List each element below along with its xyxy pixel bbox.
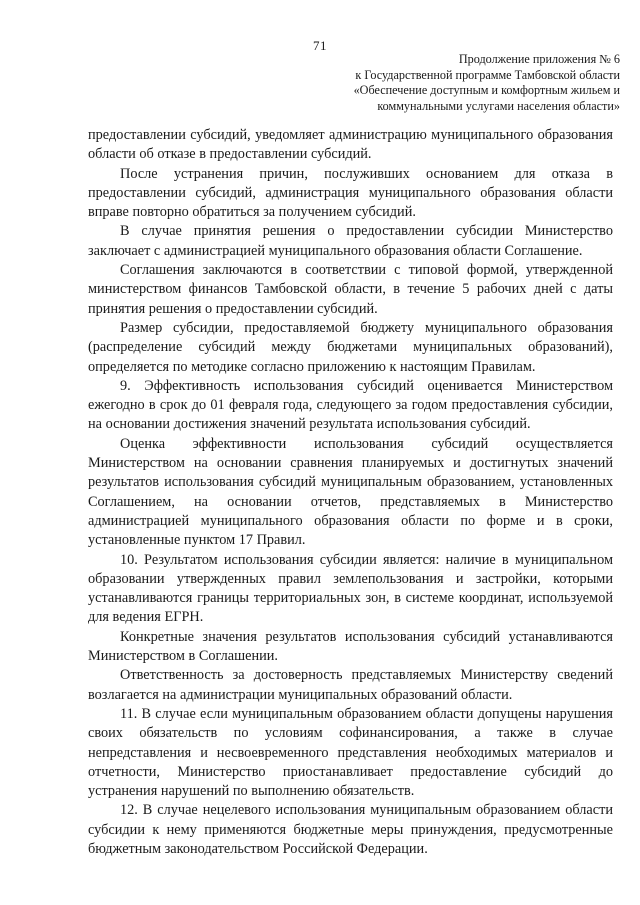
paragraph-repeat-application: После устранения причин, послуживших основанием для отказа в предоставлении субсидий, администрация муниципального образования области вправе повторно обратиться за получением субсидий. xyxy=(88,165,613,221)
appendix-header-line-2: к Государственной программе Тамбовской области xyxy=(355,67,620,82)
paragraph-agreement-decision: В случае принятия решения о предоставлении субсидии Министерство заключает с администрацией муниципального образования области Соглашение. xyxy=(88,223,613,259)
paragraph-item-11: 11. В случае если муниципальным образованием области допущены нарушения своих обязательств по условиям софинансирования, а также в случае непредставления и несвоевременного представления необходимых материалов и отчетности, Министерство приостанавливает предоставление субсидий до устранения нарушений по выполнению обязательств. xyxy=(88,705,613,800)
paragraph-continuation: предоставлении субсидий, уведомляет администрацию муниципального образования области об отказе в предоставлении субсидий. xyxy=(88,127,613,163)
paragraph-subsidy-amount: Размер субсидии, предоставляемой бюджету муниципального образования (распределение субсидий между бюджетами муниципальных образований), определяется по методике согласно приложению к настоящим Правилам. xyxy=(88,319,613,375)
document-body xyxy=(88,126,613,859)
paragraph-efficiency-assessment: Оценка эффективности использования субсидий осуществляется Министерством на основании сравнения планируемых и достигнутых значений результатов использования субсидий муниципальным образованием, установленных Соглашением, на основании отчетов, представляемых в Министерство администрацией муниципального образования области по форме и в сроки, установленные пунктом 17 Правил. xyxy=(88,435,613,549)
appendix-header-line-1: Продолжение приложения № 6 xyxy=(458,52,620,66)
paragraph-responsibility: Ответственность за достоверность представляемых Министерству сведений возлагается на администрации муниципальных образований области. xyxy=(88,667,613,703)
paragraph-agreement-terms: Соглашения заключаются в соответствии с типовой формой, утвержденной министерством финансов Тамбовской области, в течение 5 рабочих дней с даты принятия решения о предоставлении субсидий. xyxy=(88,262,613,317)
paragraph-item-10: 10. Результатом использования субсидии является: наличие в муниципальном образовании утвержденных правил землепользования и застройки, которыми устанавливаются границы территориальных зон, в системе координат, используемой для ведения ЕГРН. xyxy=(88,551,613,626)
page-number: 71 xyxy=(313,38,327,53)
paragraph-item-9: 9. Эффективность использования субсидий оценивается Министерством ежегодно в срок до 01 февраля года, следующего за годом предоставления субсидии, на основании достижения значений результата использования субсидий. xyxy=(88,377,613,433)
paragraph-result-values: Конкретные значения результатов использования субсидий устанавливаются Министерством в Соглашении. xyxy=(88,628,613,665)
appendix-header xyxy=(318,52,620,114)
paragraph-item-12: 12. В случае нецелевого использования муниципальным образованием области субсидии к нему применяются бюджетные меры принуждения, предусмотренные бюджетным законодательством Российской Федерации. xyxy=(88,802,613,857)
appendix-header-line-4: коммунальными услугами населения области» xyxy=(377,98,620,113)
appendix-header-line-3: «Обеспечение доступным и комфортным жильем и xyxy=(353,83,620,97)
